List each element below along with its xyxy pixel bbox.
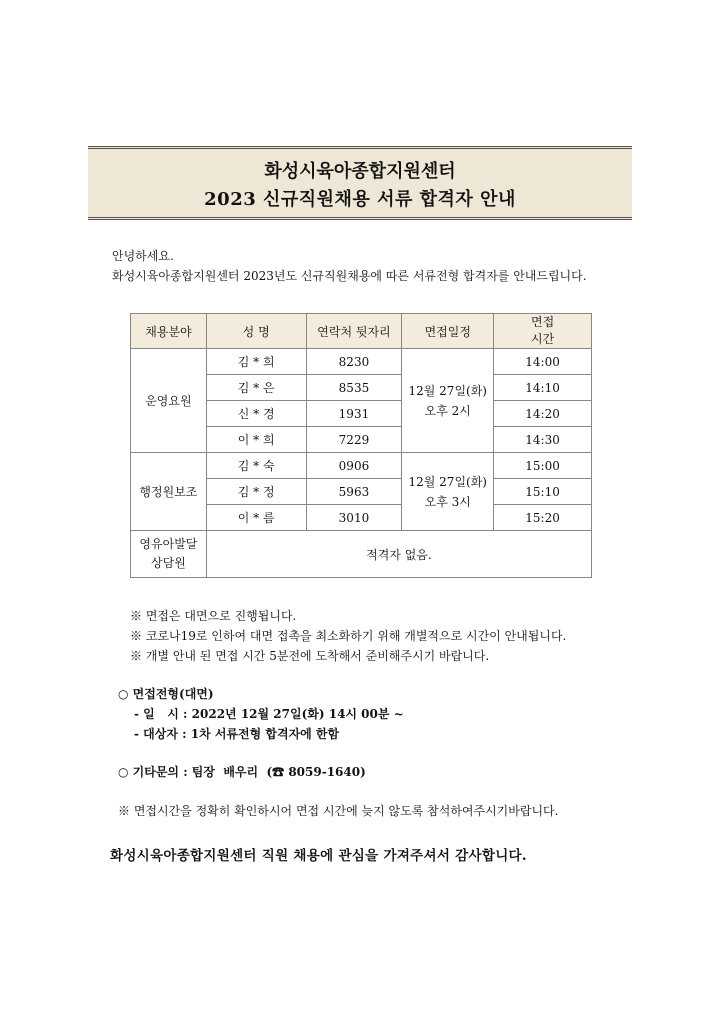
greeting: 안녕하세요. bbox=[112, 249, 174, 263]
phone-cell: 5963 bbox=[306, 479, 402, 505]
title-line-2: 2023 신규직원채용 서류 합격자 안내 bbox=[204, 189, 516, 210]
interview-target: - 대상자 : 1차 서류전형 합격자에 한함 bbox=[134, 727, 340, 741]
schedule-cell bbox=[402, 349, 494, 453]
phone-cell: 1931 bbox=[306, 401, 402, 427]
phone-cell: 8535 bbox=[306, 375, 402, 401]
schedule-cell bbox=[402, 453, 494, 531]
time-cell: 15:10 bbox=[494, 479, 592, 505]
name-cell: 이 * 름 bbox=[206, 505, 306, 531]
schedule-date: 12월 27일(화) bbox=[408, 474, 487, 489]
name-cell: 신 * 경 bbox=[206, 401, 306, 427]
header-field: 채용분야 bbox=[131, 314, 207, 349]
reminder: ※ 면접시간을 정확히 확인하시어 면접 시간에 늦지 않도록 참석하여주시기바랍니다. bbox=[118, 804, 559, 818]
table-row bbox=[131, 531, 592, 578]
schedule-date: 12월 27일(화) bbox=[408, 383, 487, 398]
field-cell: 운영요원 bbox=[131, 349, 207, 453]
field-line-1: 영유아발달 bbox=[139, 537, 198, 551]
interview-date: - 일 시 : 2022년 12월 27일(화) 14시 00분 ~ bbox=[134, 707, 404, 721]
field-line-2: 상담원 bbox=[151, 556, 186, 570]
closing-message: 화성시육아종합지원센터 직원 채용에 관심을 가져주셔서 감사합니다. bbox=[110, 848, 527, 864]
intro-body: 화성시육아종합지원센터 2023년도 신규직원채용에 따른 서류전형 합격자를 안내드립니다. bbox=[112, 269, 587, 283]
phone-cell: 7229 bbox=[306, 427, 402, 453]
name-cell: 김 * 숙 bbox=[206, 453, 306, 479]
field-cell: 행정원보조 bbox=[131, 453, 207, 531]
name-cell: 김 * 희 bbox=[206, 349, 306, 375]
header-time bbox=[494, 314, 592, 349]
time-cell: 14:30 bbox=[494, 427, 592, 453]
schedule-table bbox=[130, 313, 592, 578]
note-item: ※ 코로나19로 인하여 대면 접촉을 최소화하기 위해 개별적으로 시간이 안내됩니다. bbox=[130, 629, 567, 643]
phone-cell: 0906 bbox=[306, 453, 402, 479]
header-schedule: 면접일정 bbox=[402, 314, 494, 349]
time-cell: 15:00 bbox=[494, 453, 592, 479]
contact-line: ○ 기타문의 : 팀장 배우리 (☎ 8059-1640) bbox=[118, 765, 366, 779]
time-cell: 14:00 bbox=[494, 349, 592, 375]
no-candidate-cell: 적격자 없음. bbox=[206, 531, 591, 578]
table-header-row bbox=[131, 314, 592, 349]
name-cell: 김 * 은 bbox=[206, 375, 306, 401]
name-cell: 이 * 희 bbox=[206, 427, 306, 453]
header-name: 성 명 bbox=[206, 314, 306, 349]
time-cell: 14:20 bbox=[494, 401, 592, 427]
table-row bbox=[131, 453, 592, 479]
interview-heading: ○ 면접전형(대면) bbox=[118, 687, 214, 701]
phone-cell: 8230 bbox=[306, 349, 402, 375]
header-time-2: 시간 bbox=[530, 332, 555, 346]
table-row bbox=[131, 349, 592, 375]
title-line-1: 화성시육아종합지원센터 bbox=[264, 161, 456, 182]
name-cell: 김 * 정 bbox=[206, 479, 306, 505]
phone-cell: 3010 bbox=[306, 505, 402, 531]
header-time-1: 면접 bbox=[530, 315, 555, 329]
field-cell bbox=[131, 531, 207, 578]
schedule-time: 오후 2시 bbox=[424, 403, 471, 418]
time-cell: 15:20 bbox=[494, 505, 592, 531]
header-phone: 연락처 뒷자리 bbox=[306, 314, 402, 349]
note-item: ※ 면접은 대면으로 진행됩니다. bbox=[130, 609, 297, 623]
note-item: ※ 개별 안내 된 면접 시간 5분전에 도착해서 준비해주시기 바랍니다. bbox=[130, 649, 490, 663]
time-cell: 14:10 bbox=[494, 375, 592, 401]
title-box bbox=[88, 146, 632, 220]
schedule-time: 오후 3시 bbox=[424, 494, 471, 509]
notes-list bbox=[130, 606, 566, 666]
